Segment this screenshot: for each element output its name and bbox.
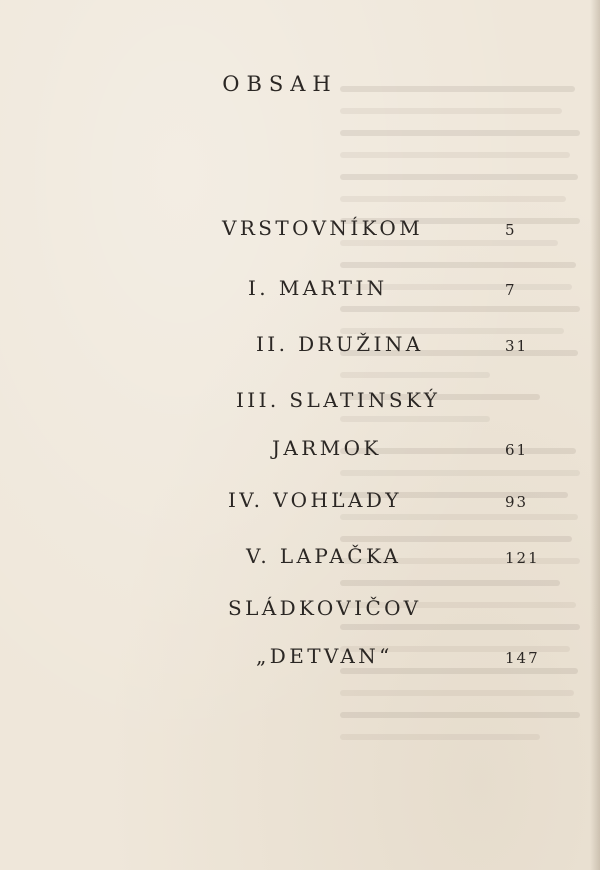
toc-entry-page: 5 <box>505 221 517 239</box>
toc-entry-page: 121 <box>505 549 540 567</box>
toc-entry-label-continued: JARMOK <box>272 436 382 460</box>
toc-entry-label: VRSTOVNÍKOM <box>222 216 424 240</box>
toc-entry-label: II. DRUŽINA <box>256 332 424 356</box>
toc-entry-page: 147 <box>505 649 540 667</box>
toc-entry-page: 31 <box>505 337 529 355</box>
toc-entry-page: 7 <box>505 281 517 299</box>
toc-entry-label: IV. VOHĽADY <box>228 488 402 512</box>
toc-entry-label: SLÁDKOVIČOV <box>228 596 422 620</box>
toc-entry-label: V. LAPAČKA <box>246 544 402 568</box>
toc-title: OBSAH <box>222 72 338 96</box>
toc-entry-label-continued: „DETVAN“ <box>256 644 393 668</box>
toc-entry-label: III. SLATINSKÝ <box>236 388 441 412</box>
toc-entry-page: 61 <box>505 441 529 459</box>
toc-entry-label: I. MARTIN <box>248 276 388 300</box>
toc-entry-page: 93 <box>505 493 529 511</box>
page-edge-shadow <box>590 0 600 870</box>
